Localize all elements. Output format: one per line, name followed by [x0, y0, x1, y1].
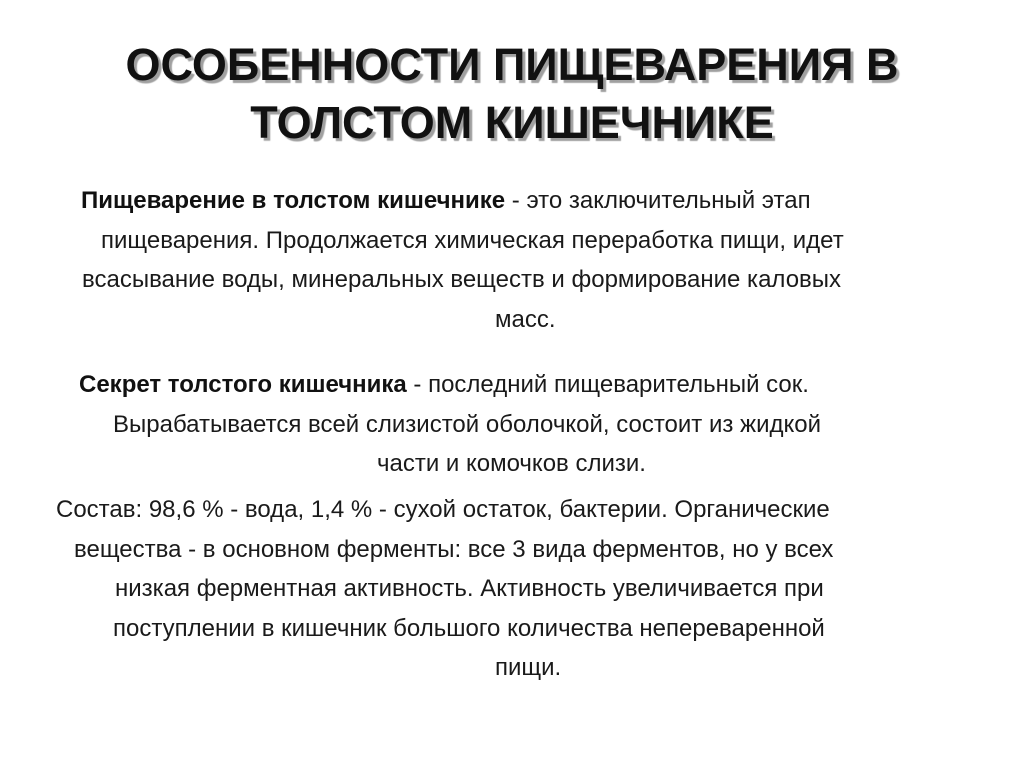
paragraph-line: поступлении в кишечник большого количества непереваренной	[113, 614, 825, 642]
paragraph-line: вещества - в основном ферменты: все 3 вида ферментов, но у всех	[74, 535, 834, 563]
paragraph-line: пищи.	[495, 654, 562, 681]
paragraph-line: Состав: 98,6 % - вода, 1,4 % - сухой остаток, бактерии. Органические	[56, 496, 830, 523]
slide-title	[0, 36, 1024, 152]
paragraph-text: - это заключительный этап	[505, 187, 811, 214]
paragraph-line: масс.	[495, 305, 556, 333]
paragraph-line: пищеварения. Продолжается химическая переработка пищи, идет	[101, 226, 844, 254]
paragraph-line	[0, 365, 1024, 405]
paragraph-line: Вырабатывается всей слизистой оболочкой, состоит из жидкой	[113, 410, 822, 438]
paragraph-composition	[0, 490, 1024, 688]
paragraph-digestion	[0, 181, 1024, 339]
paragraph-line: всасывание воды, минеральных веществ и формирование каловых	[82, 266, 842, 293]
slide-title-line: ОСОБЕННОСТИ ПИЩЕВАРЕНИЯ В	[125, 39, 899, 90]
paragraph-line: части и комочков слизи.	[377, 450, 646, 477]
paragraph-line: низкая ферментная активность. Активность увеличивается при	[115, 575, 824, 602]
paragraph-secretion	[0, 365, 1024, 484]
paragraph-text: - последний пищеварительный сок.	[406, 371, 809, 398]
paragraph-line	[0, 181, 1024, 221]
term-secretion: Секрет толстого кишечника	[79, 371, 407, 398]
slide-title-line: ТОЛСТОМ КИШЕЧНИКЕ	[250, 97, 774, 148]
term-digestion: Пищеварение в толстом кишечнике	[81, 187, 506, 214]
